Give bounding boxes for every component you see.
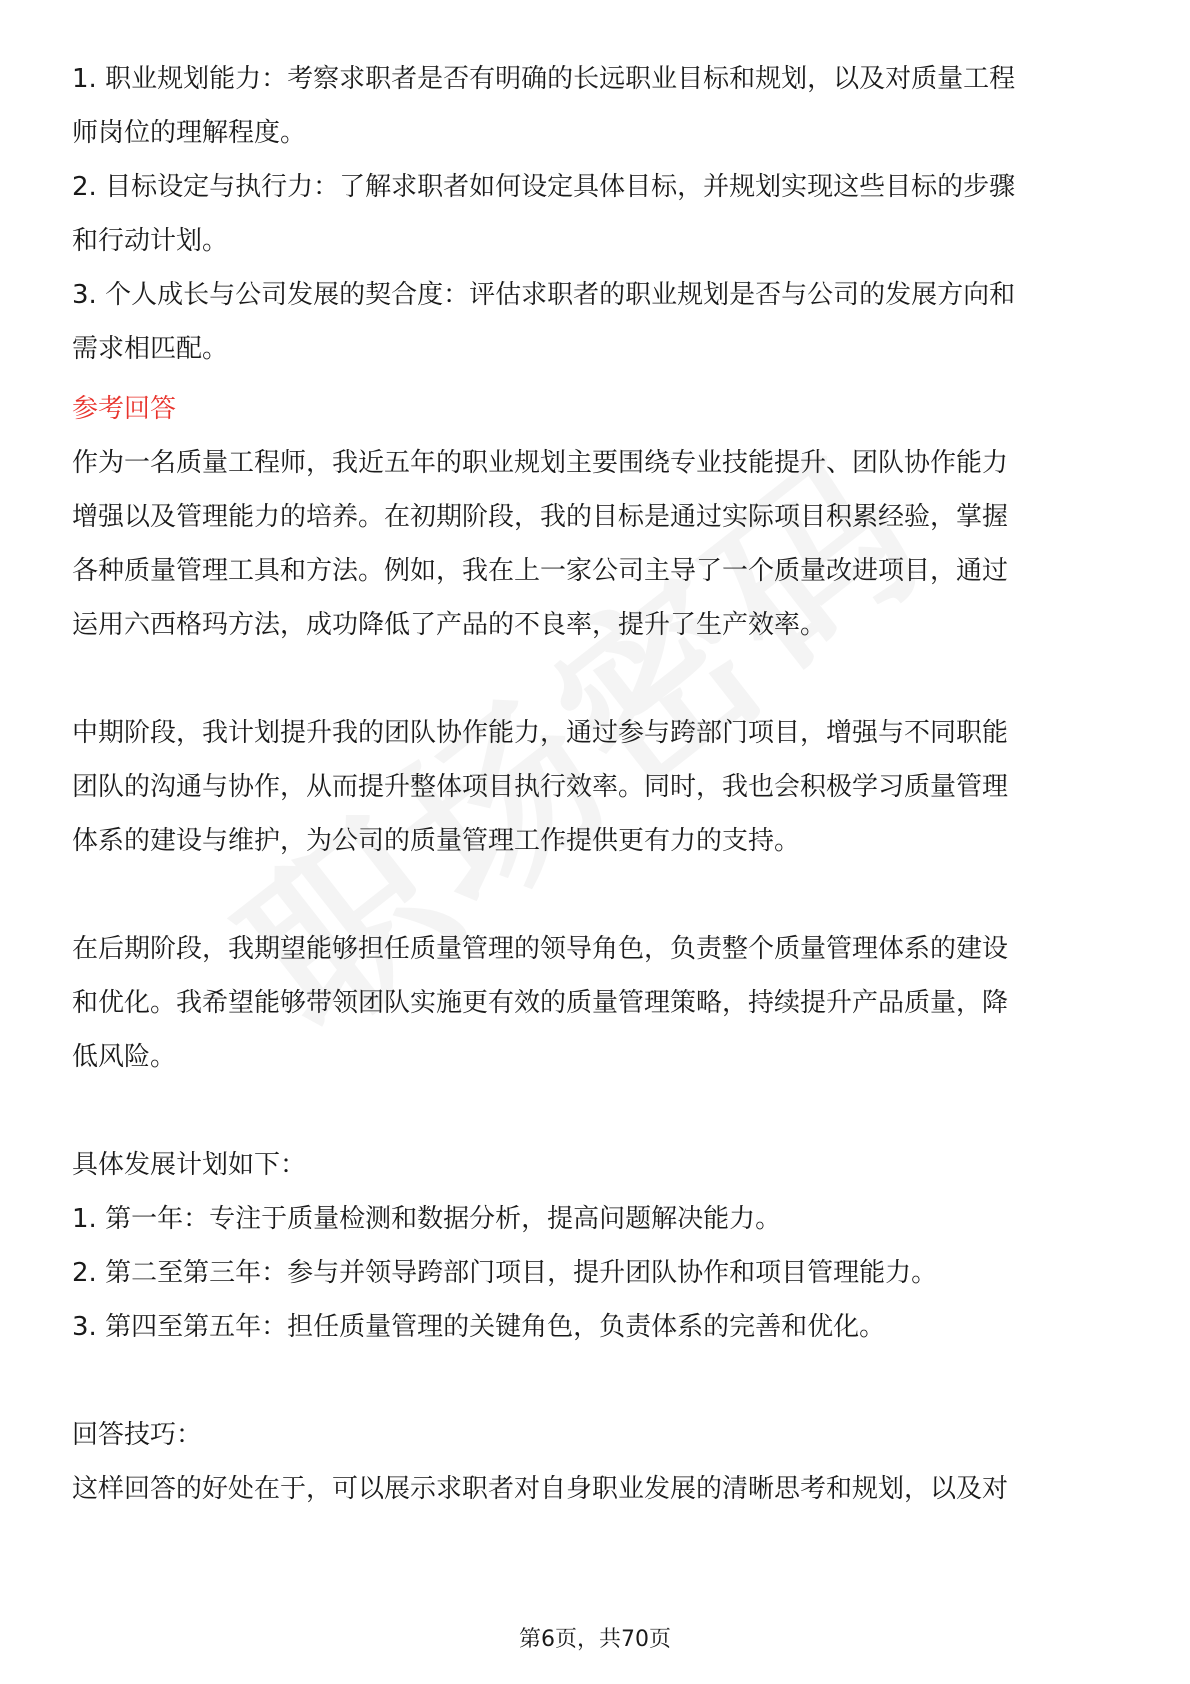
plan-item: 1. 第一年：专注于质量检测和数据分析，提高问题解决能力。 [72,1204,782,1234]
paragraph-line: 和优化。我希望能够带领团队实施更有效的质量管理策略，持续提升产品质量，降 [72,988,1009,1018]
answer-paragraph-3 [72,922,1122,1084]
plan-heading: 具体发展计划如下： [72,1150,307,1180]
paragraph-line: 增强以及管理能力的培养。在初期阶段，我的目标是通过实际项目积累经验，掌握 [72,502,1009,532]
paragraph-line: 低风险。 [72,1042,177,1072]
page-content [72,52,1122,1516]
list-item-line: 师岗位的理解程度。 [72,118,307,148]
paragraph-line: 运用六西格玛方法，成功降低了产品的不良率，提升了生产效率。 [72,610,827,640]
list-item-line: 1. 职业规划能力：考察求职者是否有明确的长远职业目标和规划，以及对质量工程 [72,64,1016,94]
page-footer: 第6页，共70页 [519,1627,671,1652]
evaluation-list [72,52,1122,376]
paragraph-line: 团队的沟通与协作，从而提升整体项目执行效率。同时，我也会积极学习质量管理 [72,772,1009,802]
tips-line: 这样回答的好处在于，可以展示求职者对自身职业发展的清晰思考和规划，以及对 [72,1474,1009,1504]
plan-list [72,1192,1122,1354]
plan-item: 2. 第二至第三年：参与并领导跨部门项目，提升团队协作和项目管理能力。 [72,1258,938,1288]
list-item-line: 3. 个人成长与公司发展的契合度：评估求职者的职业规划是否与公司的发展方向和 [72,280,1016,310]
paragraph-line: 体系的建设与维护，为公司的质量管理工作提供更有力的支持。 [72,826,801,856]
paragraph-line: 在后期阶段，我期望能够担任质量管理的领导角色，负责整个质量管理体系的建设 [72,934,1009,964]
paragraph-line: 作为一名质量工程师，我近五年的职业规划主要围绕专业技能提升、团队协作能力 [72,448,1009,478]
answer-paragraph-2 [72,706,1122,868]
plan-item: 3. 第四至第五年：担任质量管理的关键角色，负责体系的完善和优化。 [72,1312,886,1342]
list-item-line: 和行动计划。 [72,226,229,256]
reference-answer-heading: 参考回答 [72,394,177,424]
tips-heading: 回答技巧： [72,1420,203,1450]
paragraph-line: 中期阶段，我计划提升我的团队协作能力，通过参与跨部门项目，增强与不同职能 [72,718,1009,748]
list-item-line: 需求相匹配。 [72,334,229,364]
paragraph-line: 各种质量管理工具和方法。例如，我在上一家公司主导了一个质量改进项目，通过 [72,556,1009,586]
list-item-line: 2. 目标设定与执行力：了解求职者如何设定具体目标，并规划实现这些目标的步骤 [72,172,1016,202]
answer-paragraph-1 [72,436,1122,652]
